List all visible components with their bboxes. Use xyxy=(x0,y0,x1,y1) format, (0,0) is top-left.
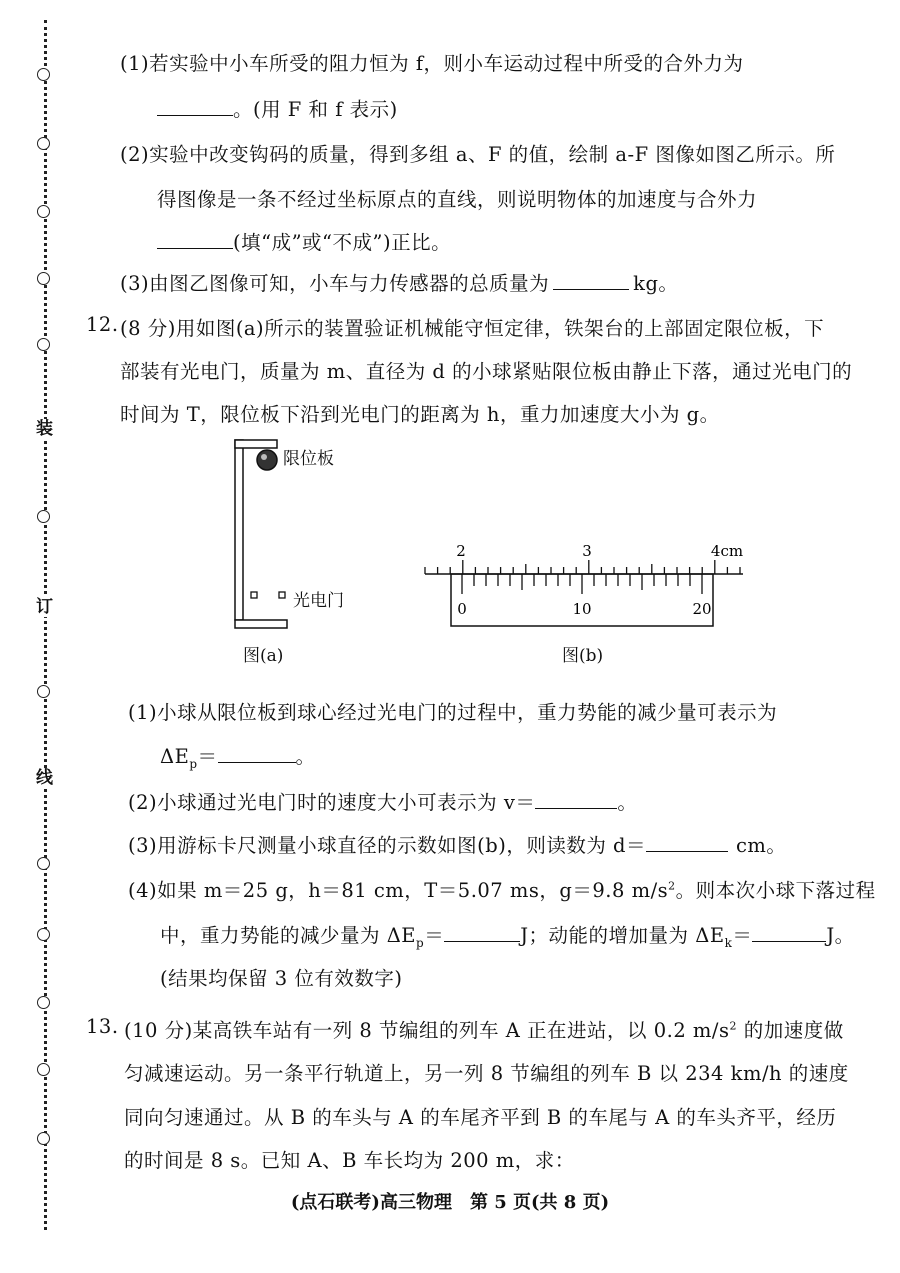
binding-margin-dotted-line xyxy=(44,20,47,1230)
q13-stem-line4: 的时间是 8 s。已知 A、B 车长均为 200 m，求： xyxy=(124,1149,575,1172)
delta-e-symbol: ΔE xyxy=(160,745,190,768)
binding-hole-icon xyxy=(37,857,50,870)
stand-pole xyxy=(235,440,243,620)
main-scale-ticks xyxy=(425,560,740,574)
vernier-label: 20 xyxy=(692,600,712,618)
binding-hole-icon xyxy=(37,928,50,941)
q11-part2-line2: 得图像是一条不经过坐标原点的直线，则说明物体的加速度与合外力 xyxy=(157,188,758,211)
q13-stem-line2: 匀减速运动。另一条平行轨道上，另一列 8 节编组的列车 B 以 234 km/h 的速度 xyxy=(124,1062,849,1085)
q11-part1-line1: (1)若实验中小车所受的阻力恒为 f，则小车运动过程中所受的合外力为 xyxy=(120,52,744,75)
equals-sign: ＝ xyxy=(732,924,753,947)
figure-b-vernier-caliper xyxy=(415,536,755,636)
binding-hole-icon xyxy=(37,272,50,285)
vernier-scale-ticks xyxy=(462,574,702,594)
subscript-p: p xyxy=(416,935,425,950)
q11-part2-line3 xyxy=(157,227,451,255)
answer-blank[interactable] xyxy=(553,288,629,290)
binding-hole-icon xyxy=(37,996,50,1009)
q11-part2-line1: (2)实验中改变钩码的质量，得到多组 a、F 的值，绘制 a-F 图像如图乙所示。所 xyxy=(120,143,836,166)
binding-hole-icon xyxy=(37,1063,50,1076)
answer-blank[interactable] xyxy=(218,761,296,763)
answer-blank[interactable] xyxy=(157,247,233,249)
equals-sign: ＝ xyxy=(424,924,445,947)
q11-part2-tail: (填“成”或“不成”)正比。 xyxy=(233,231,452,254)
limit-plate xyxy=(235,440,277,448)
answer-blank[interactable] xyxy=(752,940,826,942)
main-scale-label: 3 xyxy=(582,542,592,560)
q12-sub4-kinetic: J；动能的增加量为 ΔE xyxy=(520,924,725,947)
answer-blank[interactable] xyxy=(444,940,520,942)
answer-blank[interactable] xyxy=(535,807,617,809)
binding-hole-icon xyxy=(37,685,50,698)
q11-part1-tail: 。(用 F 和 f 表示) xyxy=(233,98,398,121)
superscript-2: 2 xyxy=(729,1019,737,1033)
main-scale-label: 4cm xyxy=(710,542,744,560)
label-limit-plate: 限位板 xyxy=(283,449,334,469)
binding-hole-icon xyxy=(37,1132,50,1145)
photogate-emitter xyxy=(251,592,257,598)
period: 。 xyxy=(295,745,316,768)
vernier-label: 0 xyxy=(457,600,467,618)
q12-sub4-potential: 中，重力势能的减少量为 ΔE xyxy=(160,924,417,947)
q11-part1-line2 xyxy=(157,94,398,122)
q12-sub4-given: (4)如果 m＝25 g，h＝81 cm，T＝5.07 ms，g＝9.8 m/s xyxy=(128,879,669,902)
figure-b-caption: 图(b) xyxy=(562,646,604,666)
margin-char-ding: 订 xyxy=(36,597,53,617)
q12-sub4-tail: 。则本次小球下落过程 xyxy=(675,879,876,902)
figure-a-caption: 图(a) xyxy=(243,646,284,666)
q12-sub2-text: (2)小球通过光电门时的速度大小可表示为 v＝ xyxy=(128,791,536,814)
q12-sub4-line1 xyxy=(128,875,876,903)
superscript-2: 2 xyxy=(668,879,676,893)
q12-sub1-line2 xyxy=(160,741,316,771)
unit-cm: cm。 xyxy=(736,834,787,857)
main-scale-label: 2 xyxy=(456,542,466,560)
q12-sub3-text: (3)用游标卡尺测量小球直径的示数如图(b)，则读数为 d＝ xyxy=(128,834,647,857)
q13-text: 的加速度做 xyxy=(737,1019,844,1042)
subscript-k: k xyxy=(724,935,733,950)
vernier-label: 10 xyxy=(572,600,592,618)
q13-stem-line3: 同向匀速通过。从 B 的车头与 A 的车尾齐平到 B 的车尾与 A 的车头齐平，经历 xyxy=(124,1106,837,1129)
q12-sub4-note: (结果均保留 3 位有效数字) xyxy=(160,967,403,990)
q12-stem-line2: 部装有光电门，质量为 m、直径为 d 的小球紧贴限位板由静止下落，通过光电门的 xyxy=(120,360,853,383)
answer-blank[interactable] xyxy=(157,114,233,116)
subscript-p: p xyxy=(189,756,198,771)
q11-part3-unit: kg。 xyxy=(633,272,679,295)
label-photogate: 光电门 xyxy=(293,591,344,611)
stand-base xyxy=(235,620,287,628)
ball-highlight xyxy=(261,454,267,460)
q12-number: 12. xyxy=(86,313,119,336)
q12-stem-line3: 时间为 T，限位板下沿到光电门的距离为 h，重力加速度大小为 g。 xyxy=(120,403,720,426)
period: 。 xyxy=(617,791,638,814)
q12-sub2-line xyxy=(128,787,637,815)
q12-sub3-line xyxy=(128,830,786,858)
answer-blank[interactable] xyxy=(646,850,728,852)
q11-part3-text: (3)由图乙图像可知，小车与力传感器的总质量为 xyxy=(120,272,550,295)
margin-char-zhuang: 装 xyxy=(36,419,53,439)
binding-hole-icon xyxy=(37,510,50,523)
page-footer: (点石联考)高三物理 第 5 页(共 8 页) xyxy=(290,1192,610,1213)
binding-hole-icon xyxy=(37,137,50,150)
q13-number: 13. xyxy=(86,1015,119,1038)
q12-sub1-line1: (1)小球从限位板到球心经过光电门的过程中，重力势能的减少量可表示为 xyxy=(128,701,778,724)
unit-joule: J。 xyxy=(826,924,855,947)
q12-sub4-line2 xyxy=(160,920,855,950)
q13-text: (10 分)某高铁车站有一列 8 节编组的列车 A 正在进站，以 0.2 m/s xyxy=(124,1019,730,1042)
ball-icon xyxy=(257,450,277,470)
binding-hole-icon xyxy=(37,68,50,81)
photogate-receiver xyxy=(279,592,285,598)
binding-hole-icon xyxy=(37,338,50,351)
binding-hole-icon xyxy=(37,205,50,218)
q13-stem-line1 xyxy=(124,1015,844,1043)
q11-part3-line xyxy=(120,268,678,296)
margin-char-xian: 线 xyxy=(36,768,53,788)
q12-stem-line1: (8 分)用如图(a)所示的装置验证机械能守恒定律，铁架台的上部固定限位板，下 xyxy=(120,317,825,340)
equals-sign: ＝ xyxy=(197,745,218,768)
